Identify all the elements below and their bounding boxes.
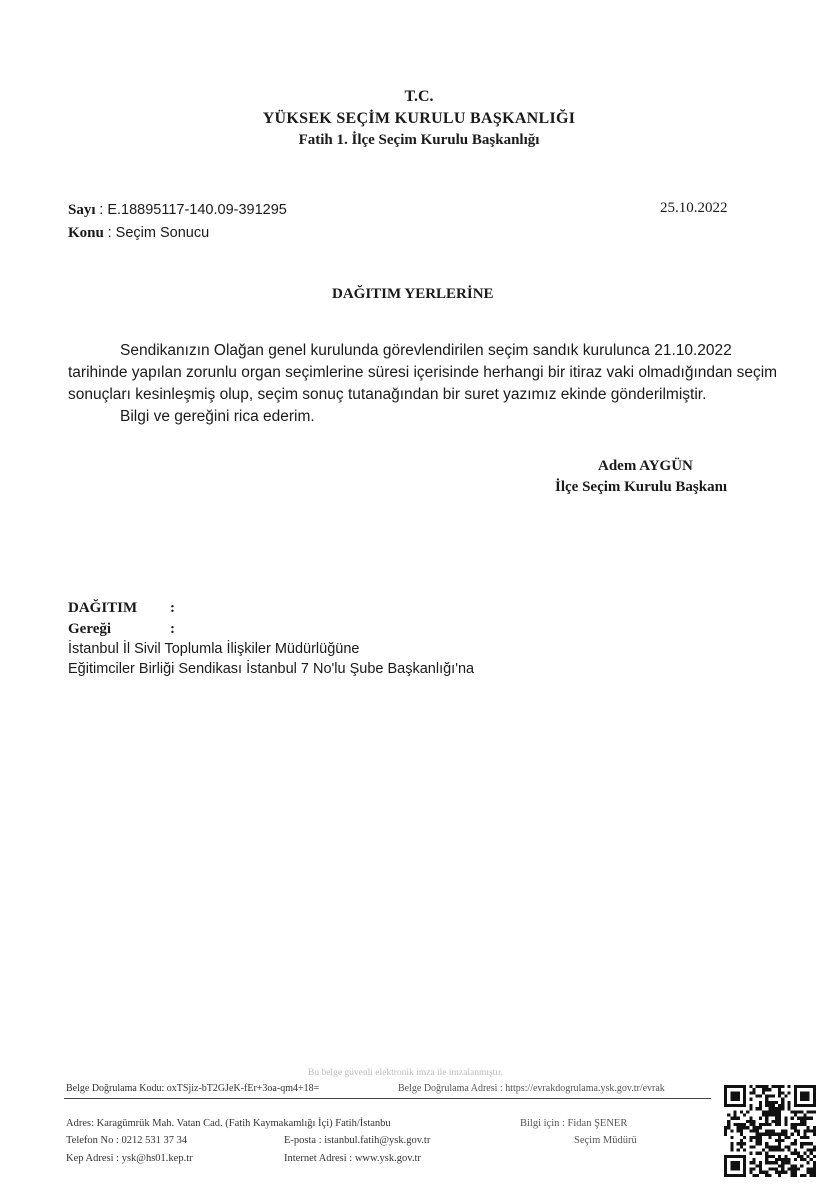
- konu-label: Konu: [68, 225, 104, 241]
- sub-institution-title: Fatih 1. İlçe Seçim Kurulu Başkanlığı: [298, 132, 540, 148]
- konu-row: [68, 225, 209, 242]
- footer-contact-title: Seçim Müdürü: [574, 1135, 637, 1146]
- footer-email[interactable]: E-posta : istanbul.fatih@ysk.gov.tr: [284, 1135, 431, 1146]
- verification-address[interactable]: Belge Doğrulama Adresi : https://evrakdogrulama.ysk.gov.tr/evrak: [398, 1083, 665, 1094]
- header-tc: T.C.: [404, 88, 434, 105]
- footer-address: Adres: Karagümrük Mah. Vatan Cad. (Fatih Kaymakamlığı İçi) Fatih/İstanbu: [66, 1118, 391, 1129]
- konu-value: : Seçim Sonucu: [107, 225, 210, 241]
- distribution-label: DAĞITIM: [68, 600, 138, 616]
- qr-code-icon: [724, 1085, 816, 1177]
- body-closing: Bilgi ve gereğini rica ederim.: [120, 408, 315, 425]
- body-line-3: sonuçları kesinleşmiş olup, seçim sonuç tutanağından bir suret yazımız ekinde gönderilmiştir.: [68, 386, 707, 403]
- footer-contact: Bilgi için : Fidan ŞENER: [520, 1118, 628, 1129]
- sayi-label: Sayı: [68, 202, 96, 218]
- verification-code: Belge Doğrulama Kodu: oxTSjiz-bT2GJeK-fEr+3oa-qm4+18=: [66, 1083, 320, 1094]
- gereği-label: Gereği: [68, 621, 112, 637]
- sayi-row: [68, 202, 287, 219]
- footer-phone: Telefon No : 0212 531 37 34: [66, 1135, 188, 1146]
- footer-kep: Kep Adresi : ysk@hs01.kep.tr: [66, 1153, 193, 1164]
- recipient-2: Eğitimciler Birliği Sendikası İstanbul 7 No'lu Şube Başkanlığı'na: [68, 661, 475, 677]
- distribution-colon: :: [170, 600, 175, 616]
- document-date: 25.10.2022: [660, 200, 728, 216]
- body-line-1: Sendikanızın Olağan genel kurulunda görevlendirilen seçim sandık kurulunca 21.10.2022: [120, 342, 732, 359]
- body-line-2: tarihinde yapılan zorunlu organ seçimlerine süresi içerisinde herhangi bir itiraz vaki olmadığından seçim: [68, 364, 778, 381]
- footer-watermark: Bu belge güvenli elektronik imza ile imzalanmıştır.: [308, 1068, 503, 1078]
- recipient-1: İstanbul İl Sivil Toplumla İlişkiler Müdürlüğüne: [68, 641, 360, 657]
- sayi-value: : E.18895117-140.09-391295: [99, 202, 287, 218]
- addressee: DAĞITIM YERLERİNE: [332, 286, 494, 302]
- signatory-title: İlçe Seçim Kurulu Başkanı: [555, 479, 728, 495]
- institution-title: YÜKSEK SEÇİM KURULU BAŞKANLIĞI: [262, 110, 576, 127]
- gereği-colon: :: [170, 621, 175, 637]
- footer-divider: [64, 1098, 711, 1099]
- signatory-name: Adem AYGÜN: [598, 458, 693, 474]
- footer-web[interactable]: Internet Adresi : www.ysk.gov.tr: [284, 1153, 421, 1164]
